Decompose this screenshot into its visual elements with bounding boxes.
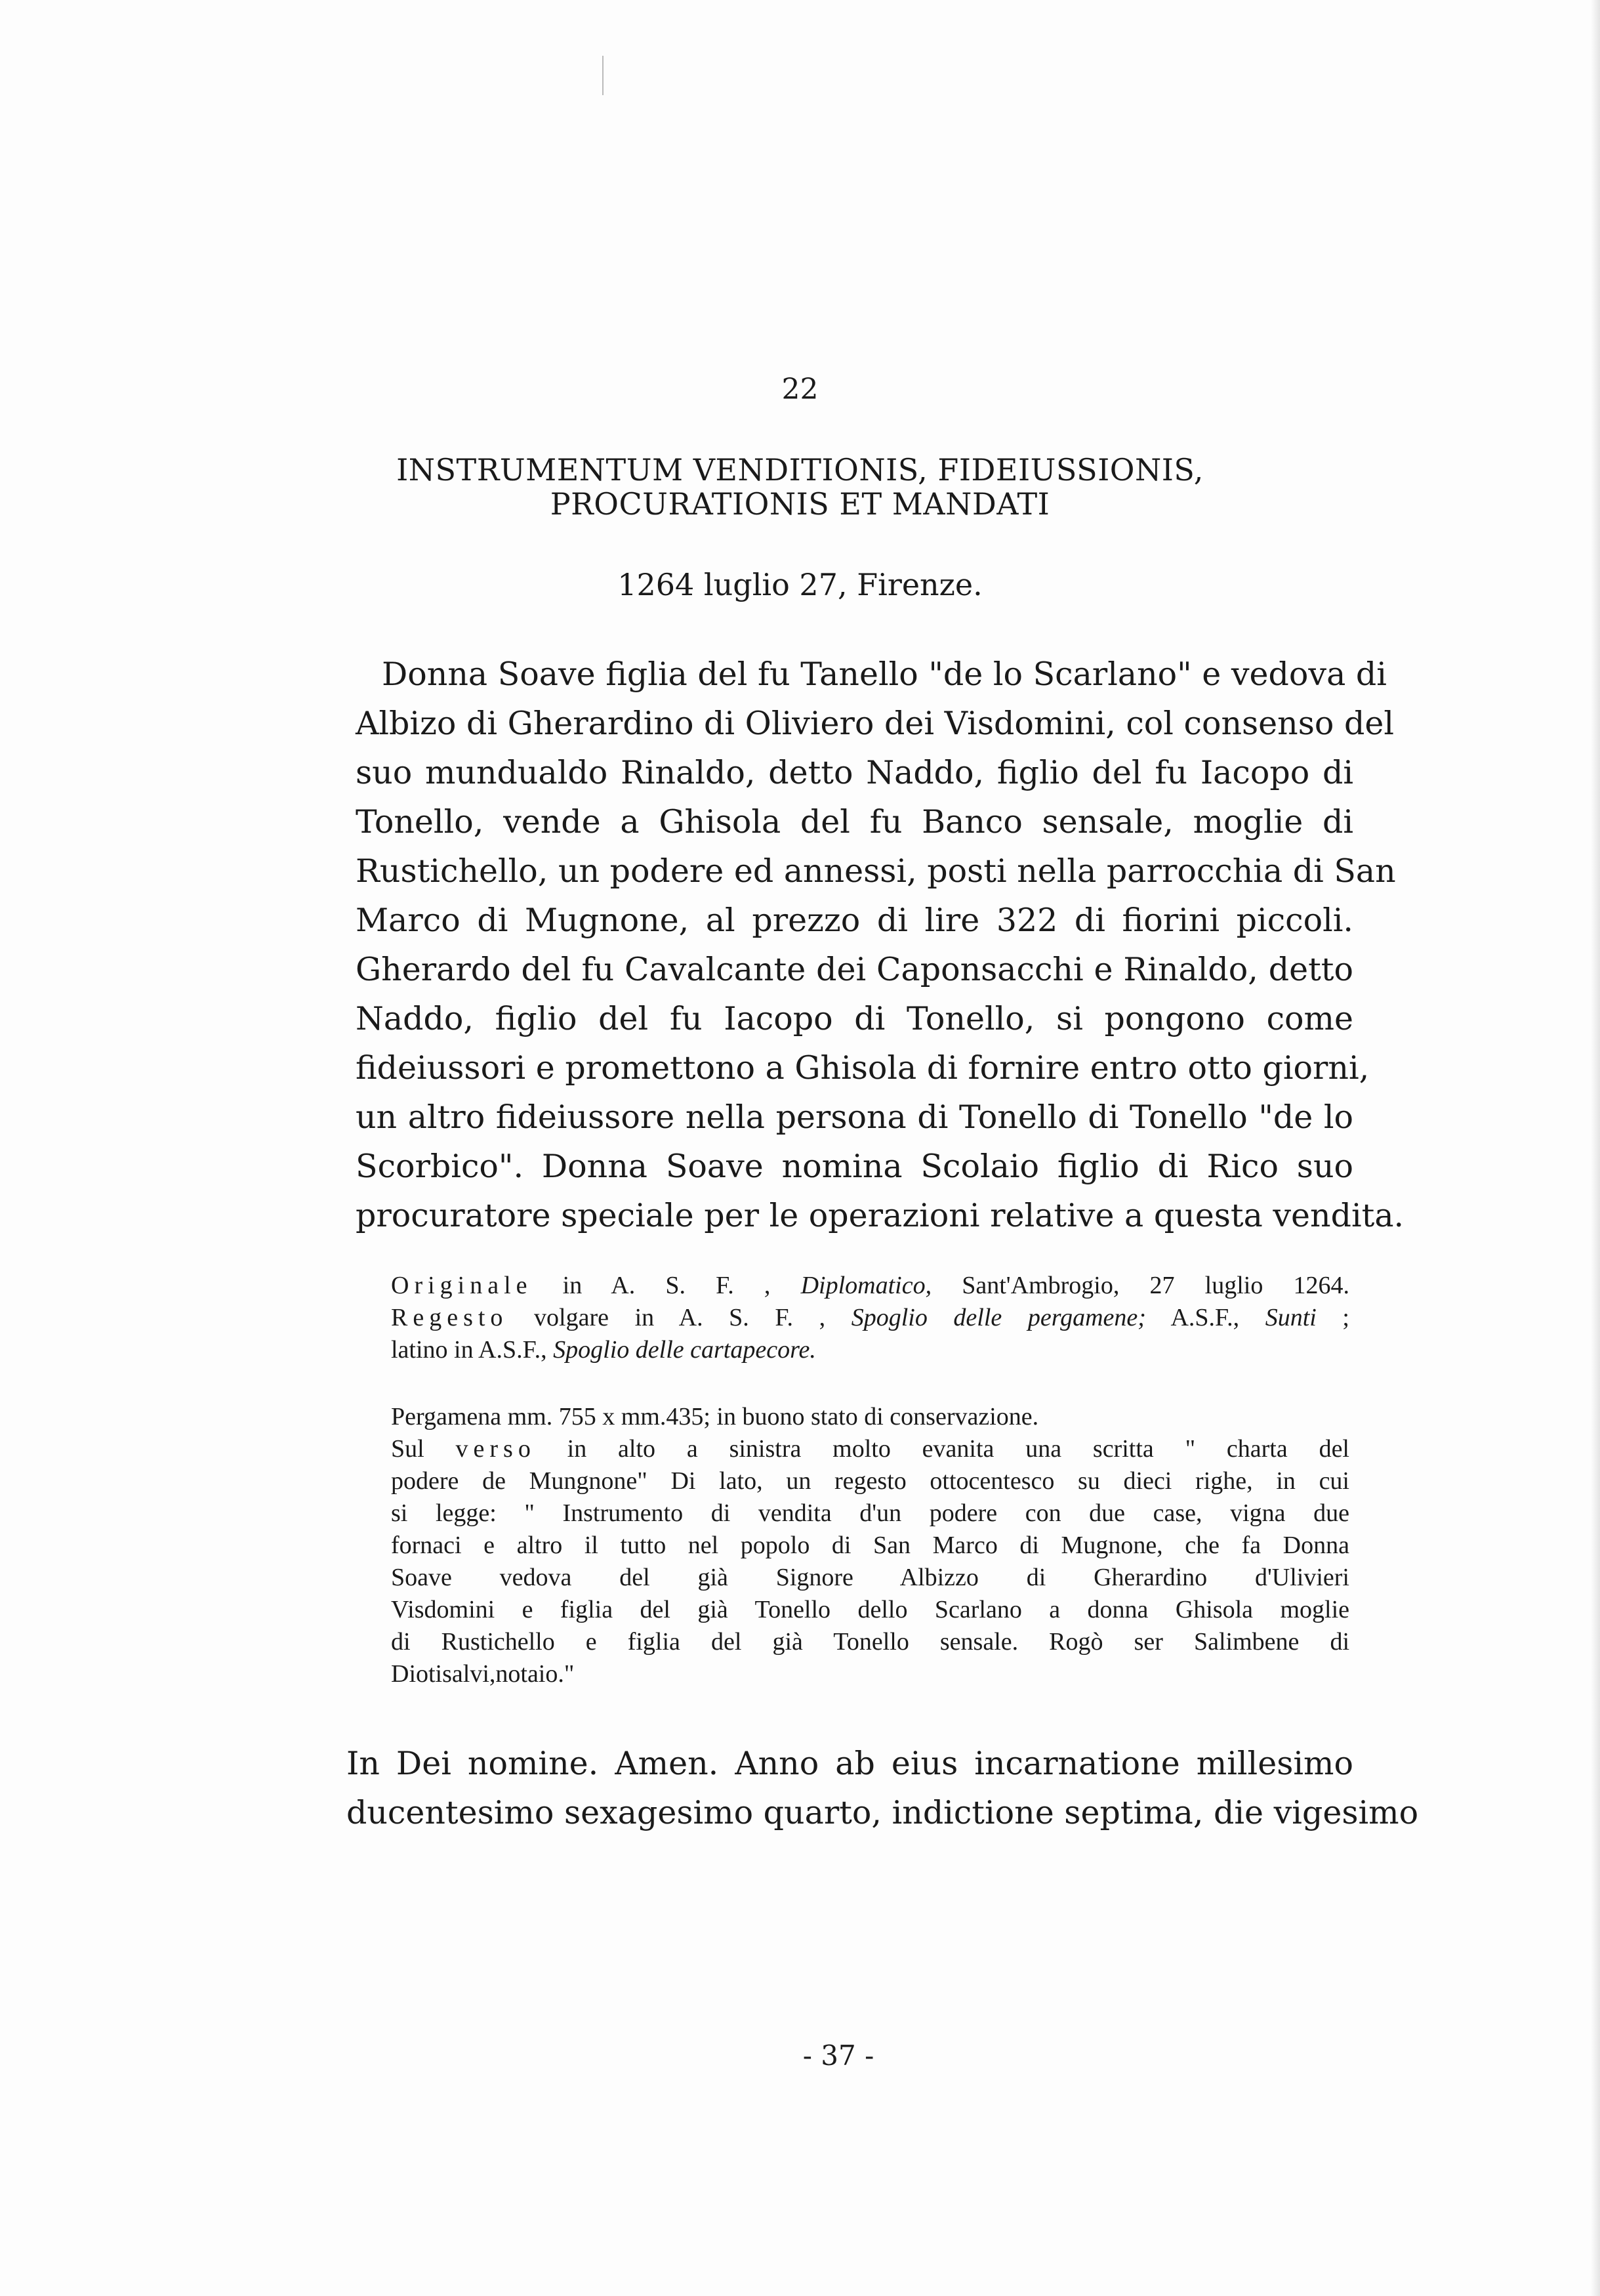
summary-line: fideiussori e promettono a Ghisola di fornire entro otto giorni, (356, 1049, 1370, 1087)
document-number: 22 (781, 373, 819, 406)
source-title: Spoglio delle pergamene; (851, 1304, 1146, 1331)
summary-line: procuratore speciale per le operazioni relative a questa vendita. (356, 1197, 1405, 1234)
source-line (391, 1302, 1349, 1334)
source-label: Originale (391, 1272, 533, 1299)
sources-block (391, 1270, 1349, 1366)
source-text: A.S.F., (1145, 1304, 1265, 1331)
source-line (391, 1334, 1349, 1366)
description-term: verso (455, 1435, 536, 1463)
source-text: ; (1316, 1304, 1349, 1331)
source-text: volgare in A. S. F. , (508, 1304, 851, 1331)
summary-line: Tonello, vende a Ghisola del fu Banco sensale, moglie di (356, 803, 1353, 841)
summary-line: Scorbico". Donna Soave nomina Scolaio figlio di Rico suo (356, 1148, 1353, 1185)
page-edge-shadow (1591, 0, 1600, 2296)
summary-line: Rustichello, un podere ed annessi, posti nella parrocchia di San (356, 852, 1396, 890)
source-label: Regesto (391, 1304, 508, 1331)
summary-line: Marco di Mugnone, al prezzo di lire 322 di fiorini piccoli. (356, 902, 1353, 939)
source-line (391, 1270, 1349, 1302)
description-text: Sul (391, 1435, 456, 1463)
description-line: Diotisalvi,notaio." (391, 1660, 575, 1688)
source-title: Sunti (1265, 1304, 1317, 1331)
summary-line: suo mundualdo Rinaldo, detto Naddo, figlio del fu Iacopo di (356, 754, 1353, 791)
description-line: fornaci e altro il tutto nel popolo di San Marco di Mugnone, che fa Donna (391, 1532, 1349, 1559)
description-block (391, 1401, 1349, 1690)
source-title: Spoglio delle cartapecore. (553, 1336, 816, 1364)
summary-line: un altro fideiussore nella persona di Tonello di Tonello "de lo (356, 1098, 1353, 1136)
source-text: Sant'Ambrogio, 27 luglio 1264. (932, 1272, 1349, 1299)
description-line: Soave vedova del già Signore Albizzo di Gherardino d'Ulivieri (391, 1564, 1349, 1591)
page-footer-number: - 37 - (802, 2039, 874, 2072)
description-line: si legge: " Instrumento di vendita d'un podere con due case, vigna due (391, 1499, 1349, 1527)
text-paragraph (346, 1739, 1419, 1837)
summary-paragraph (356, 650, 1405, 1240)
summary-line: Gherardo del fu Cavalcante dei Caponsacchi e Rinaldo, detto (356, 951, 1353, 988)
source-title: Diplomatico, (800, 1272, 932, 1299)
summary-line: Albizo di Gherardino di Oliviero dei Visdomini, col consenso del (356, 705, 1395, 742)
description-line: podere de Mungnone" Di lato, un regesto ottocentesco su dieci righe, in cui (391, 1467, 1349, 1495)
text-line: In Dei nomine. Amen. Anno ab eius incarnatione millesimo (346, 1745, 1353, 1782)
text-line: ducentesimo sexagesimo quarto, indictione septima, die vigesimo (346, 1794, 1419, 1831)
description-text: in alto a sinistra molto evanita una scritta " charta del (535, 1435, 1349, 1463)
summary-line: Naddo, figlio del fu Iacopo di Tonello, si pongono come (356, 1000, 1353, 1037)
scan-mark (602, 56, 604, 95)
source-text: latino in A.S.F., (391, 1336, 554, 1364)
description-line: di Rustichello e figlia del già Tonello sensale. Rogò ser Salimbene di (391, 1628, 1349, 1656)
document-title-line-2: PROCURATIONIS ET MANDATI (550, 486, 1050, 522)
description-line (391, 1433, 1349, 1465)
description-line: Pergamena mm. 755 x mm.435; in buono stato di conservazione. (391, 1403, 1039, 1430)
description-line: Visdomini e figlia del già Tonello dello Scarlano a donna Ghisola moglie (391, 1596, 1349, 1623)
source-text: in A. S. F. , (532, 1272, 801, 1299)
summary-line: Donna Soave figlia del fu Tanello "de lo Scarlano" e vedova di (382, 656, 1387, 693)
date-place: 1264 luglio 27, Firenze. (617, 567, 983, 602)
document-title-line-1: INSTRUMENTUM VENDITIONIS, FIDEIUSSIONIS, (396, 452, 1204, 488)
